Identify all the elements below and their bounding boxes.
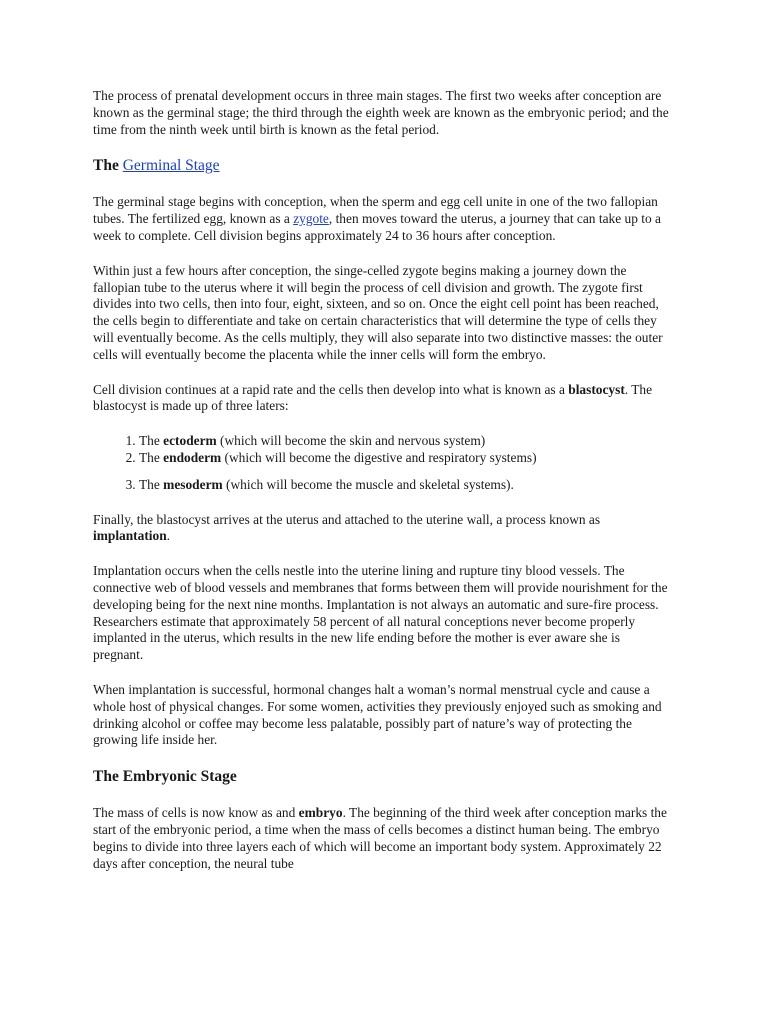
germinal-stage-link[interactable]: Germinal Stage	[122, 157, 220, 175]
text-run: The mass of cells is now know as and	[93, 805, 299, 821]
germ-layers-list	[93, 433, 673, 493]
germinal-paragraph-4	[93, 512, 673, 546]
embryonic-stage-heading: The Embryonic Stage	[93, 768, 237, 786]
endoderm-term: endoderm	[163, 449, 222, 465]
ectoderm-term: ectoderm	[163, 433, 217, 449]
intro-paragraph: The process of prenatal development occurs in three main stages. The first two weeks after conception are known as the germinal stage; the third through the eighth week are known as the embryonic period; and the time from the ninth week until birth is known as the fetal period.	[93, 88, 669, 137]
text-run: (which will become the muscle and skeletal systems).	[222, 476, 514, 492]
list-item	[139, 477, 673, 494]
text-run: Cell division continues at a rapid rate and the cells then develop into what is known as a	[93, 381, 569, 397]
mesoderm-term: mesoderm	[163, 476, 223, 492]
text-run: . The blastocyst is made up of three laters:	[93, 381, 653, 414]
text-run: The germinal stage begins with conception, when the sperm and egg cell unite in one of the two fallopian tubes. The fertilized egg, known as a	[93, 194, 658, 227]
implantation-term: implantation	[93, 528, 167, 544]
heading-prefix: The	[93, 157, 123, 175]
list-item	[139, 450, 673, 467]
zygote-link[interactable]: zygote	[293, 211, 329, 227]
text-run: The	[139, 476, 164, 492]
document-page	[93, 88, 673, 890]
list-item	[139, 433, 673, 450]
text-run: . The beginning of the third week after conception marks the start of the embryonic period, a time when the mass of cells becomes a distinct human being. The embryo begins to divide into three layers each of which will become an important body system. Approximately 22 days after conception, the neural tube	[93, 805, 667, 871]
embryo-term: embryo	[298, 805, 343, 821]
blastocyst-term: blastocyst	[568, 381, 625, 397]
germinal-paragraph-5: Implantation occurs when the cells nestle into the uterine lining and rupture tiny blood vessels. The connective web of blood vessels and membranes that forms between them will provide nourishment for the developing being for the next nine months. Implantation is not always an automatic and sure-fire process. Researchers estimate that approximately 58 percent of all natural conceptions never become properly implanted in the uterus, which results in the new life ending before the mother is ever aware she is pregnant.	[93, 563, 668, 663]
germinal-paragraph-1	[93, 194, 673, 244]
text-run: Finally, the blastocyst arrives at the uterus and attached to the uterine wall, a process known as	[93, 511, 601, 527]
germinal-paragraph-3	[93, 382, 673, 416]
text-run: .	[166, 528, 171, 544]
germinal-stage-heading	[93, 156, 673, 176]
text-run: The	[139, 449, 164, 465]
germinal-paragraph-2: Within just a few hours after conception, the singe-celled zygote begins making a journey down the fallopian tube to the uterus where it will begin the process of cell division and growth. The zygote first divides into two cells, then into four, eight, sixteen, and so on. Once the eight cell point has been reached, the cells begin to differentiate and take on certain characteristics that will determine the type of cells they will eventually become. As the cells multiply, they will also separate into two distinctive masses: the outer cells will eventually become the placenta while the inner cells will form the embryo.	[93, 262, 663, 362]
text-run: The	[139, 433, 164, 449]
embryonic-paragraph-1	[93, 805, 673, 872]
text-run: (which will become the digestive and respiratory systems)	[221, 449, 537, 465]
text-run: (which will become the skin and nervous system)	[216, 433, 486, 449]
text-run: , then moves toward the uterus, a journey that can take up to a week to complete. Cell division begins approximately 24 to 36 hours after conception.	[93, 211, 661, 243]
germinal-paragraph-6: When implantation is successful, hormonal changes halt a woman’s normal menstrual cycle and cause a whole host of physical changes. For some women, activities they previously enjoyed such as smoking and drinking alcohol or coffee may become less palatable, possibly part of nature’s way of protecting the growing life inside her.	[93, 681, 662, 748]
